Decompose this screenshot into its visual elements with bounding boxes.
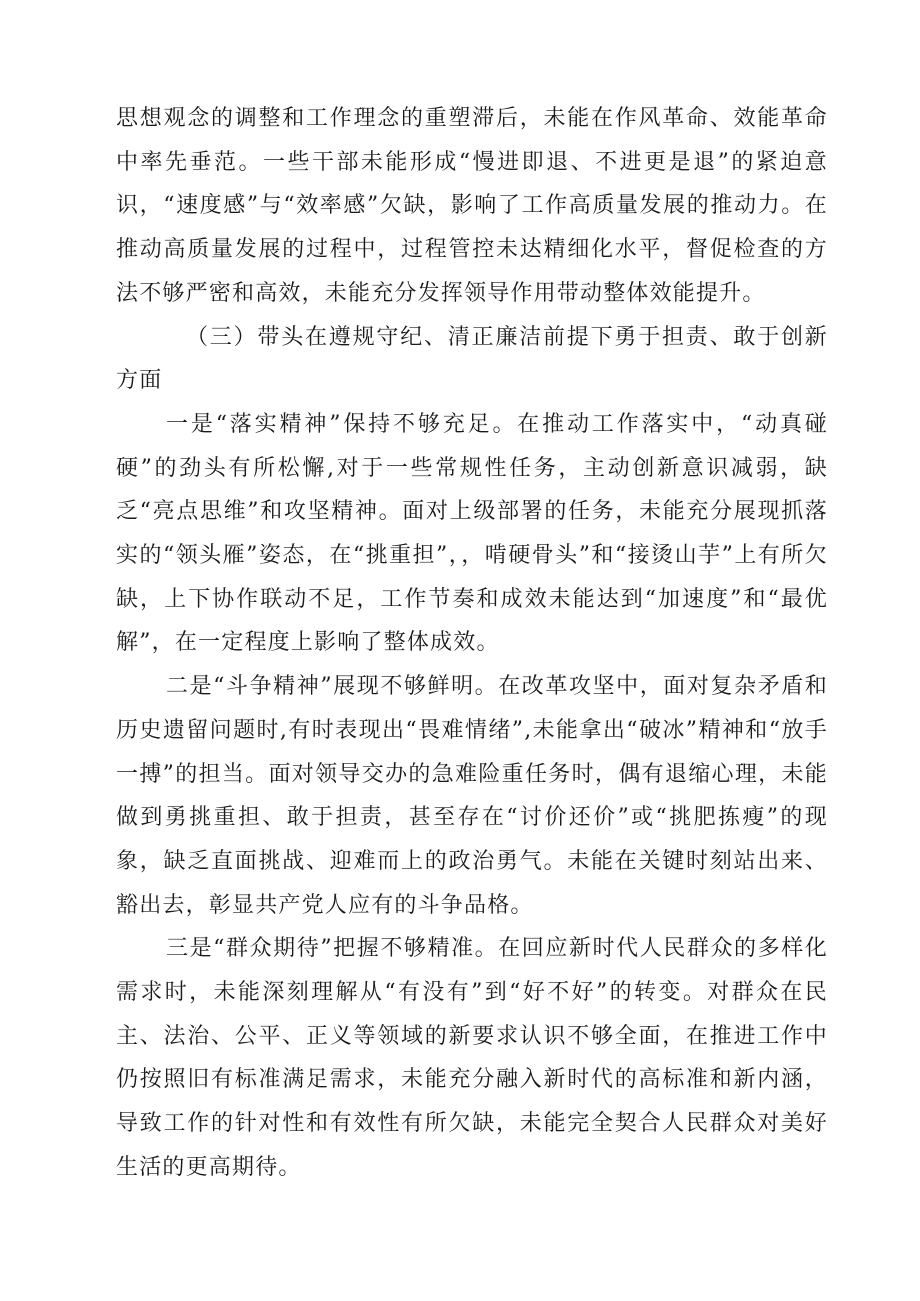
document-body [116,97,828,1190]
body-paragraph-1: 一是“落实精神”保持不够充足。在推动工作落实中，“动真碰硬”的劲头有所松懈,对于一些常规性任务，主动创新意识减弱，缺乏“亮点思维”和攻坚精神。面对上级部署的任务，未能充分展现抓落实的“领头雁”姿态，在“挑重担”，，啃硬骨头”和“接烫山芋”上有所欠缺，上下协作联动不足，工作节奏和成效未能达到“加速度”和“最优解”，在一定程度上影响了整体成效。 [116,411,828,656]
body-paragraph-3: 三是“群众期待”把握不够精准。在回应新时代人民群众的多样化需求时，未能深刻理解从“有没有”到“好不好”的转变。对群众在民主、法治、公平、正义等领域的新要求认识不够全面，在推进工作中仍按照旧有标准满足需求，未能充分融入新时代的高标准和新内涵，导致工作的针对性和有效性有所欠缺，未能完全契合人民群众对美好生活的更高期待。 [116,936,828,1180]
body-paragraph-2: 二是“斗争精神”展现不够鲜明。在改革攻坚中，面对复杂矛盾和历史遗留问题时,有时表现出“畏难情绪”,未能拿出“破冰”精神和“放手一搏”的担当。面对领导交办的急难险重任务时，偶有退缩心理，未能做到勇挑重担、敢于担责，甚至存在“讨价还价”或“挑肥拣瘦”的现象，缺乏直面挑战、迎难而上的政治勇气。未能在关键时刻站出来、豁出去，彰显共产党人应有的斗争品格。 [116,674,828,918]
section-heading: （三）带头在遵规守纪、清正廉洁前提下勇于担责、敢于创新方面 [116,324,828,394]
continuation-paragraph: 思想观念的调整和工作理念的重塑滞后，未能在作风革命、效能革命中率先垂范。一些干部未能形成“慢进即退、不进更是退”的紧迫意识，“速度感”与“效率感”欠缺，影响了工作高质量发展的推动力。在推动高质量发展的过程中，过程管控未达精细化水平，督促检查的方法不够严密和高效，未能充分发挥领导作用带动整体效能提升。 [116,106,828,306]
